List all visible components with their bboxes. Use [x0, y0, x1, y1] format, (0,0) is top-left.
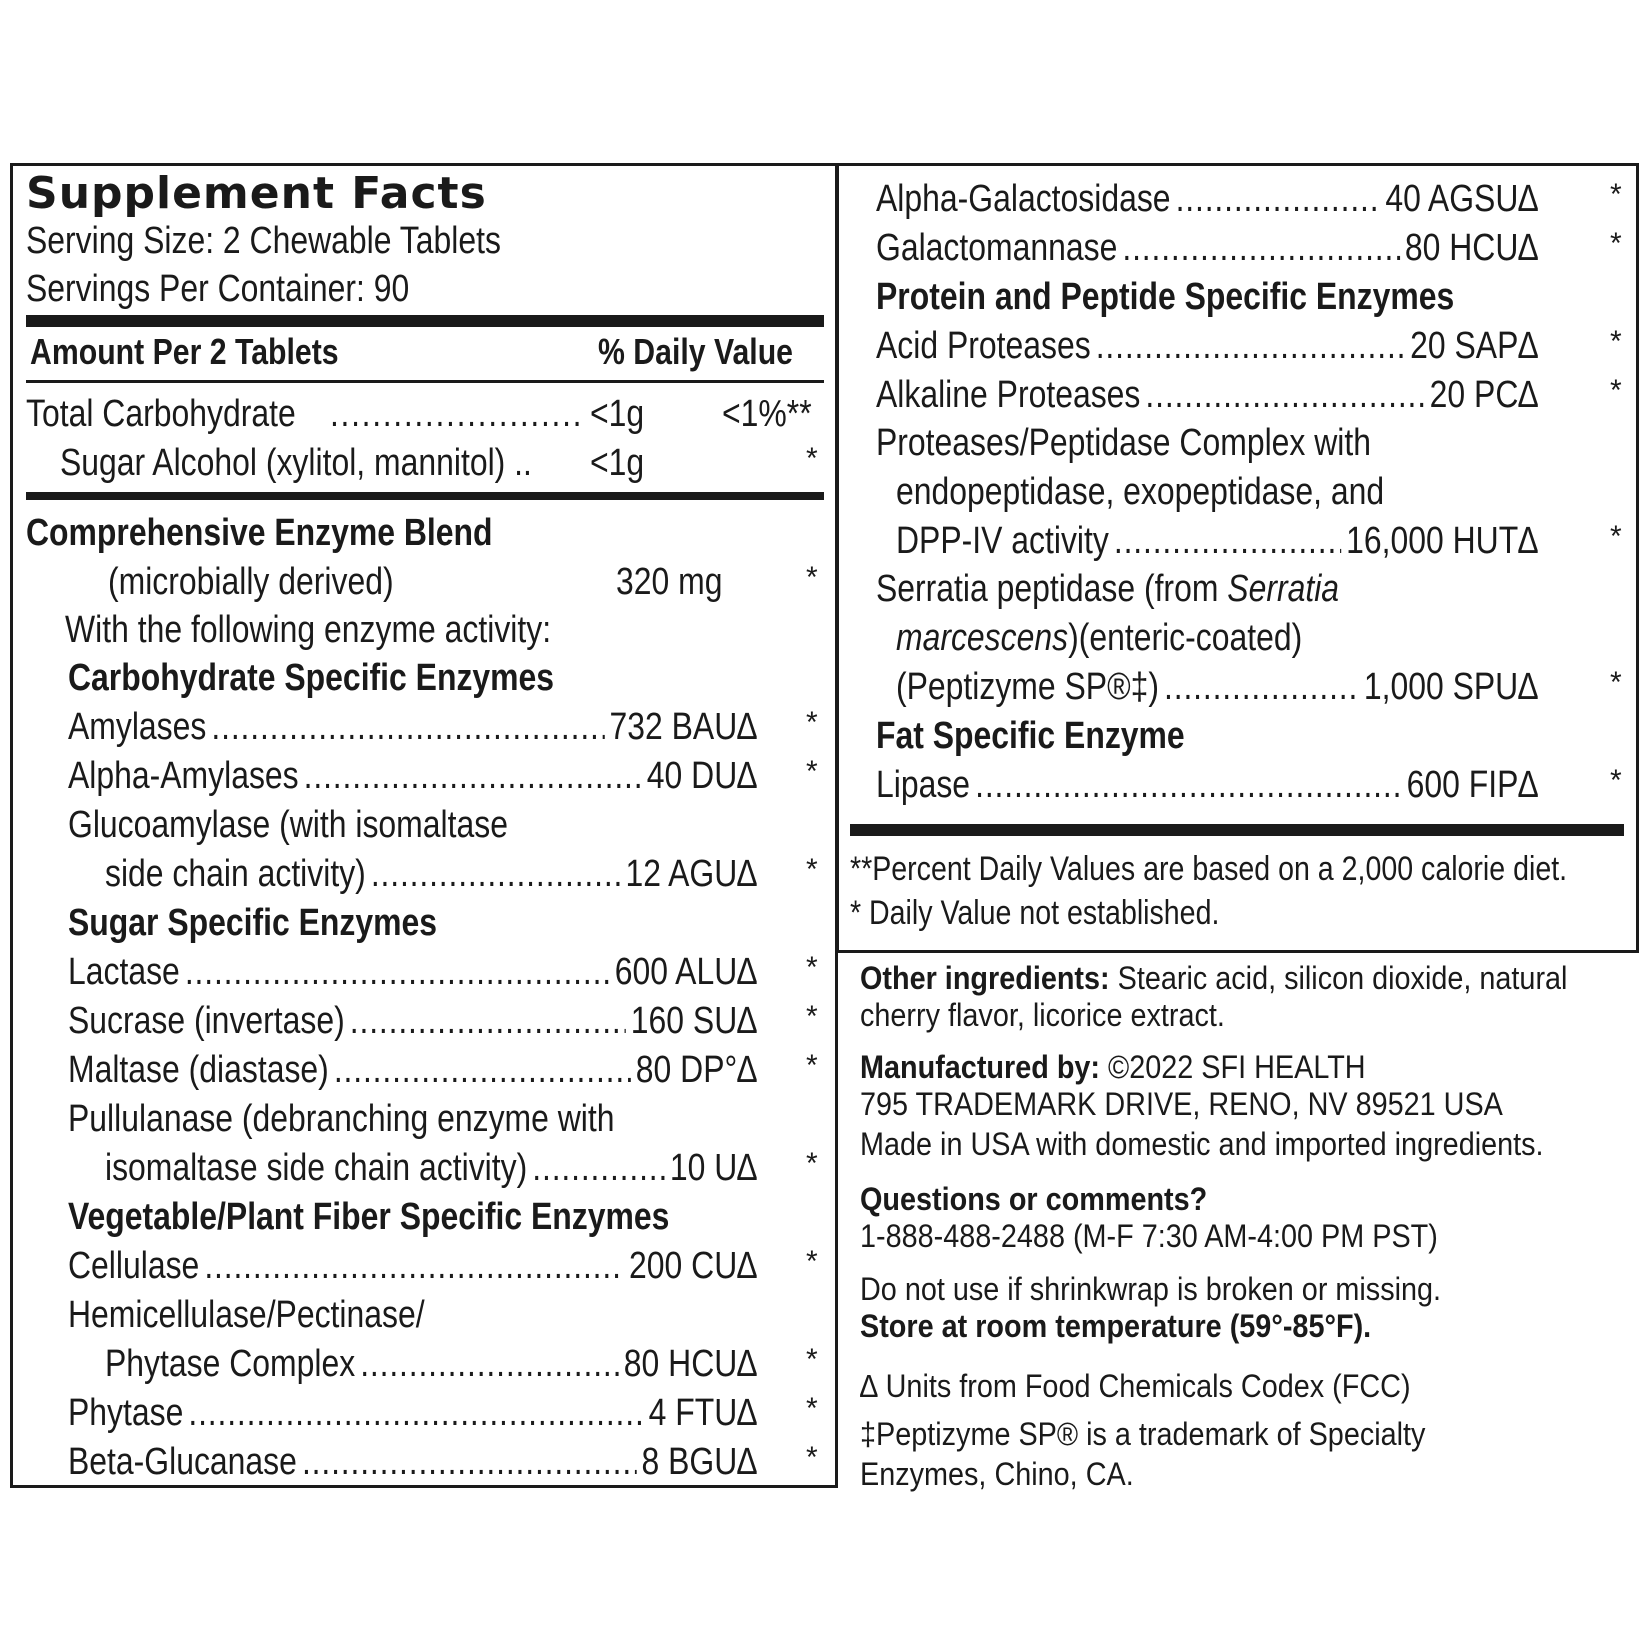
lipase-name: Lipase — [876, 764, 971, 806]
blend-dv: * — [806, 561, 818, 594]
blend-note: With the following enzyme activity: — [65, 609, 552, 651]
protease-complex-line2: endopeptidase, exopeptidase, and — [896, 471, 1385, 513]
pullulanase-row — [105, 1149, 758, 1187]
serratia-species: marcescens — [896, 617, 1069, 659]
alkaline-proteases-dv: * — [1610, 374, 1622, 407]
serratia-genus: Serratia — [1227, 568, 1340, 610]
protease-complex-amount: 16,000 HUT∆ — [1346, 520, 1538, 562]
footnote-not-established: * Daily Value not established. — [850, 894, 1220, 932]
amylases-amount: 732 BAU∆ — [609, 706, 757, 748]
lactase-name: Lactase — [68, 951, 180, 993]
phytase-name: Phytase — [68, 1392, 184, 1434]
lactase-row — [68, 953, 758, 991]
galactomannase-row — [876, 229, 1538, 267]
fat-heading: Fat Specific Enzyme — [876, 715, 1185, 757]
other-ingredients — [860, 962, 1567, 994]
sucrase-dv: * — [806, 1000, 818, 1033]
questions-text: Questions or comments? — [860, 1181, 1208, 1217]
manufacturer-label: Manufactured by: — [860, 1049, 1101, 1085]
total-carb-dots: ........................ — [330, 393, 584, 435]
phytase-amount: 4 FTU∆ — [648, 1392, 757, 1434]
serratia-line2-text: )(enteric-coated) — [1068, 617, 1303, 659]
manufacturer-text: ©2022 SFI HEALTH — [1100, 1049, 1366, 1085]
serratia-dv: * — [1610, 666, 1622, 699]
right-thick-divider — [850, 824, 1624, 836]
serratia-line1 — [876, 570, 1339, 608]
alpha-galactosidase-row — [876, 180, 1538, 218]
serratia-row — [896, 668, 1538, 706]
protease-complex-row — [896, 522, 1538, 560]
serving-size: Serving Size: 2 Chewable Tablets — [26, 220, 501, 262]
pullulanase-dv: * — [806, 1147, 818, 1180]
phytase-row — [68, 1394, 758, 1432]
footnote-dv: **Percent Daily Values are based on a 2,000 calorie diet. — [850, 850, 1568, 888]
amount-header: Amount Per 2 Tablets — [30, 331, 339, 372]
glucoamylase-dv: * — [806, 853, 818, 886]
galactomannase-amount: 80 HCU∆ — [1404, 227, 1538, 269]
blend-title: Comprehensive Enzyme Blend — [26, 512, 493, 554]
alpha-galactosidase-amount: 40 AGSU∆ — [1385, 178, 1538, 220]
protease-complex-line1: Proteases/Peptidase Complex with — [876, 422, 1372, 464]
phone: 1-888-488-2488 (M-F 7:30 AM-4:00 PM PST) — [860, 1218, 1438, 1254]
alpha-galactosidase-dv: * — [1610, 178, 1622, 211]
total-carb-amount: <1g — [590, 393, 645, 435]
thick-divider — [26, 315, 824, 327]
lipase-dv: * — [1610, 764, 1622, 797]
alkaline-proteases-name: Alkaline Proteases — [876, 374, 1141, 416]
protease-complex-dv: * — [1610, 520, 1622, 553]
acid-proteases-row — [876, 327, 1538, 365]
hemicellulase-dv: * — [806, 1343, 818, 1376]
blend-amount: 320 mg — [616, 561, 723, 603]
daily-value-header: % Daily Value — [598, 331, 793, 372]
trademark-note: ‡Peptizyme SP® is a trademark of Specialty — [860, 1416, 1426, 1452]
units-note: ∆ Units from Food Chemicals Codex (FCC) — [860, 1368, 1411, 1404]
sugar-heading: Sugar Specific Enzymes — [68, 902, 438, 944]
sucrase-amount: 160 SU∆ — [630, 1000, 757, 1042]
protease-complex-name: DPP-IV activity — [896, 520, 1109, 562]
pullulanase-amount: 10 U∆ — [669, 1147, 757, 1189]
storage — [860, 1310, 1371, 1342]
amylases-row — [68, 708, 758, 746]
beta-glucanase-dv: * — [806, 1441, 818, 1474]
carb-heading: Carbohydrate Specific Enzymes — [68, 657, 555, 699]
made-in: Made in USA with domestic and imported ingredients. — [860, 1126, 1544, 1162]
cellulase-name: Cellulase — [68, 1245, 200, 1287]
hemicellulase-row — [105, 1345, 758, 1383]
alpha-amylases-row — [68, 757, 758, 795]
pullulanase-name: isomaltase side chain activity) — [105, 1147, 528, 1189]
glucoamylase-amount: 12 AGU∆ — [625, 853, 757, 895]
total-carb-dv: <1%** — [722, 393, 812, 435]
shrinkwrap-warning: Do not use if shrinkwrap is broken or missing. — [860, 1271, 1442, 1307]
veg-heading: Vegetable/Plant Fiber Specific Enzymes — [68, 1196, 670, 1238]
lipase-row — [876, 766, 1538, 804]
alpha-galactosidase-name: Alpha-Galactosidase — [876, 178, 1171, 220]
maltase-dv: * — [806, 1049, 818, 1082]
lipase-amount: 600 FIP∆ — [1406, 764, 1538, 806]
address: 795 TRADEMARK DRIVE, RENO, NV 89521 USA — [860, 1086, 1503, 1122]
sugar-alcohol-dv: * — [806, 442, 818, 475]
acid-proteases-name: Acid Proteases — [876, 325, 1091, 367]
galactomannase-name: Galactomannase — [876, 227, 1118, 269]
glucoamylase-line1: Glucoamylase (with isomaltase — [68, 804, 508, 846]
amylases-dv: * — [806, 706, 818, 739]
other-ingredients-label: Other ingredients: — [860, 960, 1110, 996]
pullulanase-line1: Pullulanase (debranching enzyme with — [68, 1098, 615, 1140]
alpha-amylases-dv: * — [806, 755, 818, 788]
sugar-alcohol-amount: <1g — [590, 442, 645, 484]
manufacturer — [860, 1051, 1366, 1083]
acid-proteases-amount: 20 SAP∆ — [1410, 325, 1538, 367]
maltase-amount: 80 DP°∆ — [635, 1049, 757, 1091]
lactase-amount: 600 ALU∆ — [614, 951, 757, 993]
panel-title: Supplement Facts — [26, 168, 487, 219]
storage-text: Store at room temperature (59°-85°F). — [860, 1308, 1372, 1344]
glucoamylase-name: side chain activity) — [105, 853, 366, 895]
lactase-dv: * — [806, 951, 818, 984]
serratia-line1-text: Serratia peptidase (from — [876, 568, 1228, 610]
total-carb-name: Total Carbohydrate — [26, 393, 296, 435]
phytase-dv: * — [806, 1392, 818, 1425]
sucrase-name: Sucrase (invertase) — [68, 1000, 345, 1042]
cellulase-amount: 200 CU∆ — [629, 1245, 757, 1287]
thin-divider — [26, 380, 824, 383]
alkaline-proteases-amount: 20 PC∆ — [1429, 374, 1538, 416]
medium-divider — [26, 492, 824, 500]
amylases-name: Amylases — [68, 706, 207, 748]
beta-glucanase-name: Beta-Glucanase — [68, 1441, 297, 1483]
alkaline-proteases-row — [876, 376, 1538, 414]
galactomannase-dv: * — [1610, 227, 1622, 260]
alpha-amylases-name: Alpha-Amylases — [68, 755, 299, 797]
servings-per-container: Servings Per Container: 90 — [26, 268, 410, 310]
serratia-amount: 1,000 SPU∆ — [1363, 666, 1538, 708]
sugar-alcohol-name: Sugar Alcohol (xylitol, mannitol) .. — [60, 442, 532, 484]
other-ingredients-line2: cherry flavor, licorice extract. — [860, 997, 1225, 1033]
beta-glucanase-amount: 8 BGU∆ — [641, 1441, 757, 1483]
sucrase-row — [68, 1002, 758, 1040]
maltase-name: Maltase (diastase) — [68, 1049, 329, 1091]
acid-proteases-dv: * — [1610, 325, 1622, 358]
serratia-line2 — [896, 619, 1302, 657]
trademark-note-line2: Enzymes, Chino, CA. — [860, 1456, 1134, 1492]
other-ingredients-text: Stearic acid, silicon dioxide, natural — [1109, 960, 1568, 996]
cellulase-row — [68, 1247, 758, 1285]
glucoamylase-row — [105, 855, 758, 893]
beta-glucanase-row — [68, 1443, 758, 1481]
hemicellulase-name: Phytase Complex — [105, 1343, 356, 1385]
blend-sub: (microbially derived) — [108, 561, 394, 603]
serratia-name: (Peptizyme SP®‡) — [896, 666, 1159, 708]
protein-heading: Protein and Peptide Specific Enzymes — [876, 276, 1455, 318]
questions-heading — [860, 1183, 1207, 1215]
hemicellulase-line1: Hemicellulase/Pectinase/ — [68, 1294, 425, 1336]
hemicellulase-amount: 80 HCU∆ — [623, 1343, 757, 1385]
alpha-amylases-amount: 40 DU∆ — [646, 755, 757, 797]
cellulase-dv: * — [806, 1245, 818, 1278]
maltase-row — [68, 1051, 758, 1089]
